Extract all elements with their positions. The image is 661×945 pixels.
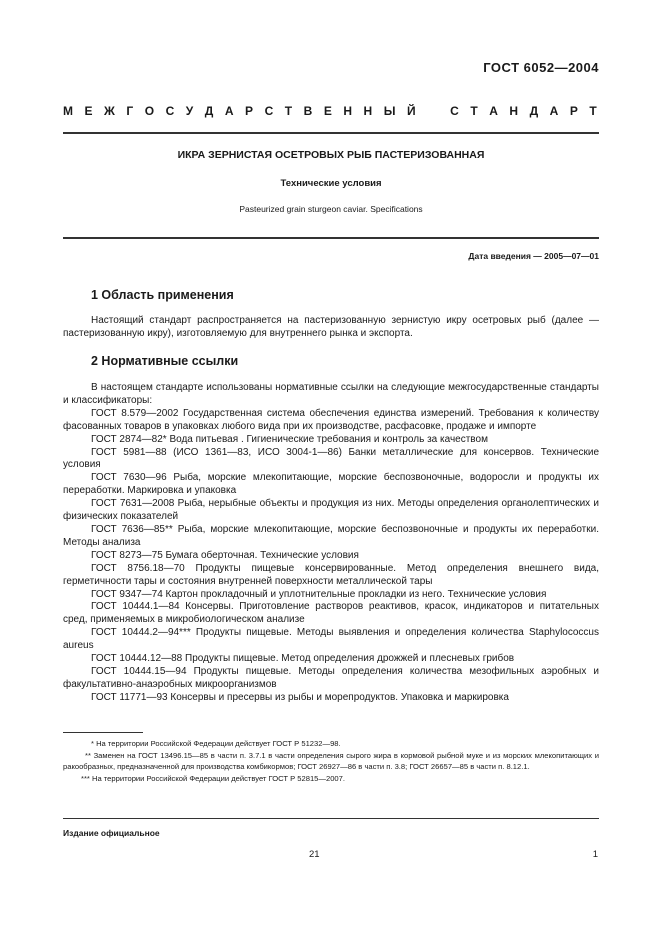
banner-letter: А [224, 104, 234, 118]
banner-letters [63, 104, 597, 118]
document-number: ГОСТ 6052—2004 [483, 60, 599, 75]
banner-letter: А [549, 104, 559, 118]
reference-item: ГОСТ 8.579—2002 Государственная система обеспечения единства измерений. Требования к количеству фасованных товаров в упаковках любого вида при их производстве, расфасовке, продаже и импорте [63, 407, 599, 432]
intro-date: Дата введения — 2005—07—01 [468, 251, 599, 261]
section-heading-references: 2 Нормативные ссылки [91, 354, 239, 368]
title-rule [63, 237, 599, 239]
section-heading-scope: 1 Область применения [91, 288, 234, 302]
banner-letter: Е [323, 104, 332, 118]
banner-letter: В [303, 104, 313, 118]
banner-letter: С [165, 104, 175, 118]
section-scope-body [63, 315, 599, 341]
banner-letter: С [264, 104, 274, 118]
reference-item: ГОСТ 9347—74 Картон прокладочный и уплотнительные прокладки из него. Технические условия [91, 588, 547, 600]
footer-rule [63, 818, 599, 819]
reference-item: ГОСТ 7630—96 Рыба, морские млекопитающие, морские беспозвоночные, водоросли и продукты их переработки. Маркировка и упаковка [63, 472, 599, 497]
banner-letter: С [450, 104, 459, 118]
banner-letter: Г [126, 104, 134, 118]
reference-item: ГОСТ 2874—82* Вода питьевая . Гигиенические требования и контроль за качеством [91, 433, 488, 445]
banner-letter: Ы [383, 104, 396, 118]
banner-letter: Т [470, 104, 478, 118]
banner-letter: Д [529, 104, 539, 118]
banner-letter: Т [589, 104, 597, 118]
banner-letter: Н [343, 104, 353, 118]
banner-letter: Т [284, 104, 293, 118]
reference-item: ГОСТ 8273—75 Бумага оберточная. Технические условия [91, 549, 359, 561]
page-number-center: 21 [309, 849, 320, 860]
footnote: * На территории Российской Федерации действует ГОСТ Р 51232—98. [91, 739, 341, 748]
banner-letter: У [185, 104, 194, 118]
top-rule [63, 132, 599, 134]
footnote-divider [63, 732, 143, 733]
section-references-body [63, 382, 599, 705]
banner-letter: А [489, 104, 498, 118]
paragraph: В настоящем стандарте использованы нормативные ссылки на следующие межгосударственные стандарты и классификаторы: [63, 382, 599, 406]
standard-banner [63, 104, 597, 118]
reference-item: ГОСТ 10444.12—88 Продукты пищевые. Метод определения дрожжей и плесневых грибов [91, 653, 515, 665]
banner-letter: Е [84, 104, 93, 118]
reference-item: ГОСТ 10444.2—94*** Продукты пищевые. Методы выявления и определения количества Staphylococcus aureus [63, 627, 599, 652]
reference-item: ГОСТ 10444.1—84 Консервы. Приготовление растворов реактивов, красок, индикаторов и питательных сред, применяемых в микробиологическом анализе [63, 601, 599, 626]
english-title: Pasteurized grain sturgeon caviar. Specifications [239, 204, 423, 214]
edition-label: Издание официальное [63, 828, 160, 838]
banner-letter: Р [569, 104, 578, 118]
footnotes [63, 738, 599, 784]
document-subtitle: Технические условия [280, 178, 382, 189]
reference-item: ГОСТ 8756.18—70 Продукты пищевые консервированные. Метод определения внешнего вида, герметичности тары и состояния внутренней поверхности металлической тары [63, 562, 599, 587]
reference-item: ГОСТ 10444.15—94 Продукты пищевые. Методы определения количества мезофильных аэробных и факультативно-анаэробных микроорганизмов [63, 665, 599, 690]
banner-letter: Й [406, 104, 416, 118]
paragraph: Настоящий стандарт распространяется на пастеризованную зернистую икру осетровых рыб (далее — пастеризованную икру), изготовляемую для внутреннего рынка и экспорта. [63, 315, 599, 339]
banner-letter: Д [204, 104, 214, 118]
page-number-right: 1 [592, 849, 598, 860]
banner-letter: Ж [104, 104, 115, 118]
reference-item: ГОСТ 7631—2008 Рыба, нерыбные объекты и продукция из них. Методы определения органолептических и физических показателей [63, 498, 599, 523]
footnote: ** Заменен на ГОСТ 13496.15—85 в части п. 3.7.1 в части определения сырого жира в кормовой рыбной муке и из морских млекопитающих и ракообразных, предназначенной для производства комбикормов; ГОСТ 26927—86 в части п. 3.8; ГОСТ 26657—85 в части п. 8.12.1. [63, 750, 599, 772]
footnote: *** На территории Российской Федерации действует ГОСТ Р 52815—2007. [81, 773, 345, 783]
banner-letter: О [144, 104, 155, 118]
document-title: ИКРА ЗЕРНИСТАЯ ОСЕТРОВЫХ РЫБ ПАСТЕРИЗОВАННАЯ [177, 149, 485, 161]
banner-letter: Р [245, 104, 254, 118]
banner-letter: М [63, 104, 73, 118]
banner-letter: Н [363, 104, 373, 118]
banner-letter: Н [509, 104, 519, 118]
reference-item: ГОСТ 7636—85** Рыба, морские млекопитающие, морские беспозвоночные и продукты их переработки. Методы анализа [63, 523, 599, 548]
reference-item: ГОСТ 11771—93 Консервы и пресервы из рыбы и морепродуктов. Упаковка и маркировка [91, 691, 509, 703]
reference-item: ГОСТ 5981—88 (ИСО 1361—83, ИСО 3004-1—86) Банки металлические для консервов. Технические условия [63, 446, 599, 471]
